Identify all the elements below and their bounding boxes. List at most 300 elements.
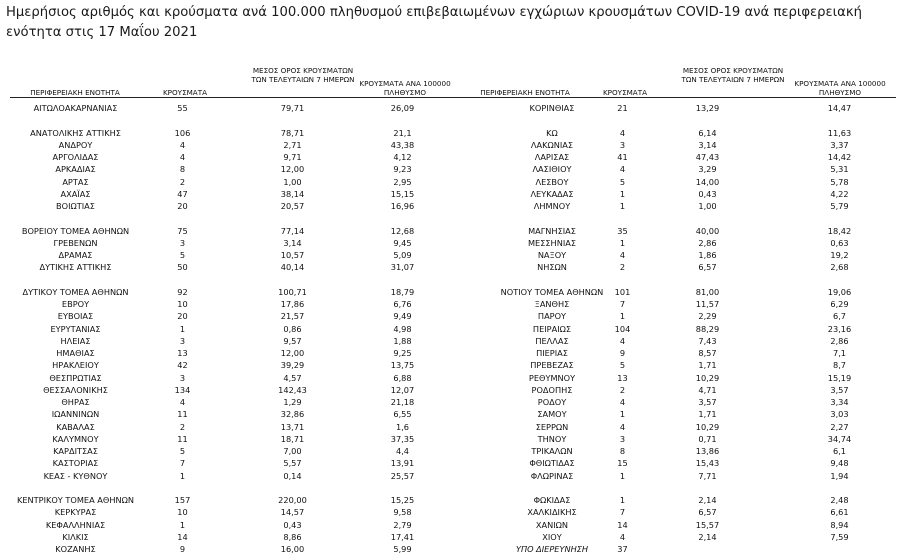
left-region-cell: ΘΕΣΠΡΩΤΙΑΣ xyxy=(49,372,102,383)
left-avg7-cell: 7,00 xyxy=(283,446,302,456)
table-row xyxy=(0,212,900,224)
left-per100k-cell: 4,4 xyxy=(395,446,410,456)
left-region-cell: ΑΙΤΩΛΟΑΚΑΡΝΑΝΙΑΣ xyxy=(33,103,118,113)
right-avg7-cell: 40,00 xyxy=(695,225,720,236)
left-region-cell: ΓΡΕΒΕΝΩΝ xyxy=(53,237,98,248)
right-cases-cell: 35 xyxy=(617,225,628,236)
table-row xyxy=(0,139,900,151)
right-region-cell: ΝΟΤΙΟΥ ΤΟΜΕΑ ΑΘΗΝΩΝ xyxy=(500,286,604,297)
left-cases-cell: 1 xyxy=(179,470,186,481)
right-per100k-cell: 5,79 xyxy=(830,201,849,211)
left-region-cell: ΔΥΤΙΚΗΣ ΑΤΤΙΚΗΣ xyxy=(39,262,112,273)
header-avg7-left: ΜΕΣΟΣ ΟΡΟΣ ΚΡΟΥΣΜΑΤΩΝ ΤΩΝ ΤΕΛΕΥΤΑΙΩΝ 7 ΗΜΕΡΩΝ xyxy=(251,66,355,84)
right-avg7-cell: 8,57 xyxy=(698,348,717,358)
header-region-right: ΠΕΡΙΦΕΡΕΙΑΚΗ ΕΝΟΤΗΤΑ xyxy=(480,88,570,97)
left-per100k-cell: 9,58 xyxy=(393,507,412,518)
left-per100k-cell: 31,07 xyxy=(390,262,415,273)
left-cases-cell: 1 xyxy=(179,519,186,530)
table-row xyxy=(0,433,900,445)
right-avg7-cell: 2,86 xyxy=(698,237,717,248)
left-avg7-cell: 220,00 xyxy=(278,495,307,505)
left-avg7-cell: 12,00 xyxy=(280,164,305,175)
left-avg7-cell: 0,43 xyxy=(283,519,302,530)
right-region-cell: ΧΙΟΥ xyxy=(542,531,562,542)
left-avg7-cell: 12,00 xyxy=(280,348,305,358)
right-cases-cell: 4 xyxy=(619,127,626,138)
right-region-cell: ΦΘΙΩΤΙΔΑΣ xyxy=(529,458,575,469)
right-per100k-cell: 2,48 xyxy=(830,495,849,505)
right-avg7-cell: 2,29 xyxy=(698,311,717,322)
left-cases-cell: 134 xyxy=(174,384,191,395)
right-region-cell: ΣΑΜΟΥ xyxy=(537,409,567,420)
left-per100k-cell: 21,1 xyxy=(393,127,412,138)
left-cases-cell: 157 xyxy=(174,495,191,505)
table-row xyxy=(0,408,900,420)
left-per100k-cell: 4,12 xyxy=(393,152,412,162)
right-per100k-cell: 7,1 xyxy=(832,348,847,358)
left-cases-cell: 47 xyxy=(177,188,188,199)
table-row xyxy=(0,359,900,371)
left-region-cell: ΚΕΡΚΥΡΑΣ xyxy=(54,507,97,518)
table-row xyxy=(0,176,900,188)
left-avg7-cell: 9,71 xyxy=(283,152,302,162)
left-per100k-cell: 9,45 xyxy=(393,237,412,248)
left-cases-cell: 3 xyxy=(179,335,186,346)
left-per100k-cell: 43,38 xyxy=(390,139,415,150)
right-region-cell: ΛΗΜΝΟΥ xyxy=(533,201,571,211)
table-row xyxy=(0,347,900,359)
left-region-cell: ΑΧΑΪΑΣ xyxy=(60,188,91,199)
left-cases-cell: 4 xyxy=(179,397,186,407)
right-region-cell: ΠΕΙΡΑΙΩΣ xyxy=(532,323,572,334)
right-region-cell: ΛΑΣΙΘΙΟΥ xyxy=(532,164,572,175)
right-per100k-cell: 11,63 xyxy=(827,127,852,138)
left-region-cell: ΚΟΖΑΝΗΣ xyxy=(55,544,96,554)
left-cases-cell: 20 xyxy=(177,311,188,322)
left-cases-cell: 4 xyxy=(179,152,186,162)
right-region-cell: ΝΗΣΩΝ xyxy=(537,262,567,273)
right-cases-cell: 8 xyxy=(619,446,626,456)
left-per100k-cell: 13,91 xyxy=(390,458,415,469)
right-cases-cell: 4 xyxy=(619,397,626,407)
left-cases-cell: 2 xyxy=(179,421,186,432)
right-cases-cell: 4 xyxy=(619,164,626,175)
left-per100k-cell: 12,07 xyxy=(390,384,415,395)
left-cases-cell: 50 xyxy=(177,262,188,273)
right-per100k-cell: 6,29 xyxy=(830,299,849,309)
right-per100k-cell: 3,37 xyxy=(830,139,849,150)
left-per100k-cell: 2,79 xyxy=(393,519,412,530)
left-cases-cell: 7 xyxy=(179,458,186,469)
table-row xyxy=(0,114,900,126)
left-per100k-cell: 21,18 xyxy=(390,397,415,407)
right-region-cell: ΞΑΝΘΗΣ xyxy=(534,299,570,309)
table-row xyxy=(0,470,900,482)
right-per100k-cell: 4,22 xyxy=(830,188,849,199)
left-region-cell: ΚΑΒΑΛΑΣ xyxy=(56,421,95,432)
right-region-cell: ΠΑΡΟΥ xyxy=(537,311,567,322)
right-cases-cell: 7 xyxy=(619,299,626,309)
header-avg7-right: ΜΕΣΟΣ ΟΡΟΣ ΚΡΟΥΣΜΑΤΩΝ ΤΩΝ ΤΕΛΕΥΤΑΙΩΝ 7 ΗΜΕΡΩΝ xyxy=(681,66,785,84)
left-cases-cell: 4 xyxy=(179,139,186,150)
left-cases-cell: 10 xyxy=(177,507,188,518)
right-avg7-cell: 1,71 xyxy=(698,360,717,371)
right-cases-cell: 9 xyxy=(619,348,626,358)
table-row xyxy=(0,531,900,543)
left-cases-cell: 10 xyxy=(177,299,188,309)
table-row xyxy=(0,200,900,212)
left-per100k-cell: 18,79 xyxy=(390,286,415,297)
left-per100k-cell: 15,15 xyxy=(390,188,415,199)
right-cases-cell: 13 xyxy=(617,372,628,383)
left-per100k-cell: 2,95 xyxy=(393,176,412,187)
right-region-cell: ΤΡΙΚΑΛΩΝ xyxy=(531,446,573,456)
right-region-cell: ΛΑΡΙΣΑΣ xyxy=(534,152,570,162)
left-region-cell: ΚΙΛΚΙΣ xyxy=(62,531,89,542)
left-avg7-cell: 10,57 xyxy=(280,250,305,260)
left-avg7-cell: 77,14 xyxy=(280,225,305,236)
right-per100k-cell: 19,2 xyxy=(830,250,849,260)
table-row xyxy=(0,323,900,335)
right-avg7-cell: 4,71 xyxy=(698,384,717,395)
left-region-cell: ΕΥΡΥΤΑΝΙΑΣ xyxy=(50,323,101,334)
table-row xyxy=(0,384,900,396)
left-per100k-cell: 4,98 xyxy=(393,323,412,334)
right-avg7-cell: 15,43 xyxy=(695,458,720,469)
right-cases-cell: 5 xyxy=(619,176,626,187)
header-per100k-left: ΚΡΟΥΣΜΑΤΑ ΑΝΑ 100000 ΠΛΗΘΥΣΜΟ xyxy=(359,79,451,97)
left-region-cell: ΑΡΚΑΔΙΑΣ xyxy=(55,164,96,175)
right-avg7-cell: 2,14 xyxy=(698,495,717,505)
left-avg7-cell: 40,14 xyxy=(280,262,305,273)
right-region-cell: ΛΕΣΒΟΥ xyxy=(535,176,569,187)
table-row xyxy=(0,310,900,322)
right-avg7-cell: 14,00 xyxy=(695,176,720,187)
left-avg7-cell: 79,71 xyxy=(280,103,305,113)
right-avg7-cell: 3,57 xyxy=(698,397,717,407)
right-region-cell: ΜΑΓΝΗΣΙΑΣ xyxy=(528,225,576,236)
right-cases-cell: 1 xyxy=(619,237,626,248)
right-region-cell: ΣΕΡΡΩΝ xyxy=(535,421,569,432)
right-avg7-cell: 11,57 xyxy=(695,299,720,309)
left-cases-cell: 5 xyxy=(179,446,186,456)
right-avg7-cell: 1,86 xyxy=(698,250,717,260)
left-cases-cell: 3 xyxy=(179,237,186,248)
right-cases-cell: 7 xyxy=(619,507,626,518)
left-cases-cell: 1 xyxy=(179,323,186,334)
right-region-cell: ΦΩΚΙΔΑΣ xyxy=(533,495,571,505)
right-per100k-cell: 15,19 xyxy=(827,372,852,383)
header-per100k-right: ΚΡΟΥΣΜΑΤΑ ΑΝΑ 100000 ΠΛΗΘΥΣΜΟ xyxy=(794,79,886,97)
right-region-cell: ΚΩ xyxy=(546,127,558,138)
right-region-cell: ΡΕΘΥΜΝΟΥ xyxy=(528,372,576,383)
right-cases-cell: 21 xyxy=(617,103,628,113)
right-region-cell: ΛΕΥΚΑΔΑΣ xyxy=(530,188,574,199)
right-avg7-cell: 6,14 xyxy=(698,127,717,138)
right-per100k-cell: 6,61 xyxy=(830,507,849,518)
left-avg7-cell: 8,86 xyxy=(283,531,302,542)
right-per100k-cell: 5,31 xyxy=(830,164,849,175)
right-per100k-cell: 7,59 xyxy=(830,531,849,542)
left-avg7-cell: 13,71 xyxy=(280,421,305,432)
left-region-cell: ΘΗΡΑΣ xyxy=(61,397,90,407)
left-per100k-cell: 5,09 xyxy=(393,250,412,260)
left-cases-cell: 75 xyxy=(177,225,188,236)
header-region-left: ΠΕΡΙΦΕΡΕΙΑΚΗ ΕΝΟΤΗΤΑ xyxy=(30,88,120,97)
right-region-cell: ΜΕΣΣΗΝΙΑΣ xyxy=(527,237,577,248)
left-cases-cell: 92 xyxy=(177,286,188,297)
left-avg7-cell: 2,71 xyxy=(283,139,302,150)
left-avg7-cell: 1,00 xyxy=(283,176,302,187)
right-avg7-cell: 88,29 xyxy=(695,323,720,334)
right-avg7-cell: 10,29 xyxy=(695,372,720,383)
right-region-cell: ΡΟΔΟΠΗΣ xyxy=(531,384,573,395)
left-per100k-cell: 1,88 xyxy=(393,335,412,346)
right-cases-cell: 14 xyxy=(617,519,628,530)
right-per100k-cell: 14,42 xyxy=(827,152,852,162)
right-per100k-cell: 9,48 xyxy=(830,458,849,469)
left-region-cell: ΑΡΤΑΣ xyxy=(62,176,89,187)
right-avg7-cell: 10,29 xyxy=(695,421,720,432)
right-per100k-cell: 6,7 xyxy=(832,311,847,322)
left-cases-cell: 20 xyxy=(177,201,188,211)
right-region-cell: ΡΟΔΟΥ xyxy=(537,397,567,407)
right-region-cell: ΥΠΟ ΔΙΕΡΕΥΝΗΣΗ xyxy=(515,544,589,554)
right-avg7-cell: 81,00 xyxy=(695,286,720,297)
left-region-cell: ΚΕΝΤΡΙΚΟΥ ΤΟΜΕΑ ΑΘΗΝΩΝ xyxy=(16,495,135,505)
right-avg7-cell: 13,29 xyxy=(695,103,720,113)
left-per100k-cell: 17,41 xyxy=(390,531,415,542)
right-per100k-cell: 2,27 xyxy=(830,421,849,432)
left-per100k-cell: 16,96 xyxy=(390,201,415,211)
left-per100k-cell: 9,25 xyxy=(393,348,412,358)
right-region-cell: ΠΕΛΛΑΣ xyxy=(535,335,569,346)
left-avg7-cell: 0,86 xyxy=(283,323,302,334)
left-region-cell: ΚΕΦΑΛΛΗΝΙΑΣ xyxy=(45,519,106,530)
right-avg7-cell: 3,14 xyxy=(698,139,717,150)
left-region-cell: ΙΩΑΝΝΙΝΩΝ xyxy=(51,409,100,420)
left-cases-cell: 8 xyxy=(179,164,186,175)
right-per100k-cell: 19,06 xyxy=(827,286,852,297)
right-avg7-cell: 1,71 xyxy=(698,409,717,420)
right-cases-cell: 1 xyxy=(619,470,626,481)
left-per100k-cell: 25,57 xyxy=(390,470,415,481)
left-avg7-cell: 39,29 xyxy=(280,360,305,371)
left-cases-cell: 2 xyxy=(179,176,186,187)
table-row xyxy=(0,286,900,298)
left-cases-cell: 13 xyxy=(177,348,188,358)
header-rule-left xyxy=(10,97,462,98)
right-region-cell: ΚΟΡΙΝΘΙΑΣ xyxy=(529,103,575,113)
left-avg7-cell: 17,86 xyxy=(280,299,305,309)
right-per100k-cell: 5,78 xyxy=(830,176,849,187)
left-avg7-cell: 9,57 xyxy=(283,335,302,346)
right-cases-cell: 15 xyxy=(617,458,628,469)
right-cases-cell: 4 xyxy=(619,531,626,542)
left-avg7-cell: 32,86 xyxy=(280,409,305,420)
data-table xyxy=(0,102,900,555)
left-avg7-cell: 100,71 xyxy=(278,286,307,297)
right-cases-cell: 3 xyxy=(619,139,626,150)
left-avg7-cell: 14,57 xyxy=(280,507,305,518)
left-cases-cell: 9 xyxy=(179,544,186,554)
left-per100k-cell: 9,23 xyxy=(393,164,412,175)
left-region-cell: ΑΡΓΟΛΙΔΑΣ xyxy=(52,152,99,162)
right-avg7-cell: 15,57 xyxy=(695,519,720,530)
right-cases-cell: 4 xyxy=(619,335,626,346)
table-row xyxy=(0,249,900,261)
right-per100k-cell: 6,1 xyxy=(832,446,847,456)
right-cases-cell: 41 xyxy=(617,152,628,162)
left-region-cell: ΑΝΔΡΟΥ xyxy=(58,139,93,150)
left-per100k-cell: 6,88 xyxy=(393,372,412,383)
right-avg7-cell: 13,86 xyxy=(695,446,720,456)
left-per100k-cell: 9,49 xyxy=(393,311,412,322)
left-region-cell: ΗΡΑΚΛΕΙΟΥ xyxy=(52,360,99,371)
right-region-cell: ΦΛΩΡΙΝΑΣ xyxy=(530,470,574,481)
header-cases-left: ΚΡΟΥΣΜΑΤΑ xyxy=(162,88,208,97)
right-region-cell: ΧΑΝΙΩΝ xyxy=(535,519,569,530)
left-cases-cell: 3 xyxy=(179,372,186,383)
table-row xyxy=(0,445,900,457)
table-row xyxy=(0,335,900,347)
left-avg7-cell: 4,57 xyxy=(283,372,302,383)
table-row xyxy=(0,457,900,469)
right-avg7-cell: 1,00 xyxy=(698,201,717,211)
right-region-cell: ΝΑΞΟΥ xyxy=(537,250,567,260)
left-region-cell: ΑΝΑΤΟΛΙΚΗΣ ΑΤΤΙΚΗΣ xyxy=(30,127,121,138)
table-row xyxy=(0,237,900,249)
right-cases-cell: 3 xyxy=(619,433,626,444)
table-row xyxy=(0,274,900,286)
left-region-cell: ΔΥΤΙΚΟΥ ΤΟΜΕΑ ΑΘΗΝΩΝ xyxy=(22,286,129,297)
right-cases-cell: 2 xyxy=(619,262,626,273)
right-per100k-cell: 23,16 xyxy=(827,323,852,334)
right-per100k-cell: 2,68 xyxy=(830,262,849,273)
left-per100k-cell: 6,76 xyxy=(393,299,412,309)
left-avg7-cell: 3,14 xyxy=(283,237,302,248)
left-region-cell: ΕΥΒΟΙΑΣ xyxy=(57,311,94,322)
right-cases-cell: 1 xyxy=(619,495,626,505)
left-per100k-cell: 1,6 xyxy=(395,421,410,432)
right-cases-cell: 1 xyxy=(619,188,626,199)
left-cases-cell: 11 xyxy=(177,433,188,444)
left-avg7-cell: 18,71 xyxy=(280,433,305,444)
left-avg7-cell: 1,29 xyxy=(283,397,302,407)
right-cases-cell: 1 xyxy=(619,311,626,322)
right-avg7-cell: 3,29 xyxy=(698,164,717,175)
left-region-cell: ΚΑΡΔΙΤΣΑΣ xyxy=(53,446,98,456)
right-avg7-cell: 0,43 xyxy=(698,188,717,199)
header-cases-right: ΚΡΟΥΣΜΑΤΑ xyxy=(602,88,648,97)
left-per100k-cell: 5,99 xyxy=(393,544,412,554)
table-row xyxy=(0,151,900,163)
left-per100k-cell: 15,25 xyxy=(390,495,415,505)
table-row xyxy=(0,225,900,237)
left-region-cell: ΕΒΡΟΥ xyxy=(61,299,90,309)
left-avg7-cell: 20,57 xyxy=(280,201,305,211)
left-avg7-cell: 78,71 xyxy=(280,127,305,138)
right-cases-cell: 37 xyxy=(617,544,628,554)
right-per100k-cell: 8,94 xyxy=(830,519,849,530)
right-region-cell: ΧΑΛΚΙΔΙΚΗΣ xyxy=(527,507,577,518)
right-per100k-cell: 18,42 xyxy=(827,225,852,236)
left-avg7-cell: 0,14 xyxy=(283,470,302,481)
right-cases-cell: 104 xyxy=(614,323,631,334)
left-per100k-cell: 26,09 xyxy=(390,103,415,113)
table-row xyxy=(0,519,900,531)
right-avg7-cell: 6,57 xyxy=(698,262,717,273)
left-region-cell: ΒΟΡΕΙΟΥ ΤΟΜΕΑ ΑΘΗΝΩΝ xyxy=(21,225,130,236)
right-avg7-cell: 2,14 xyxy=(698,531,717,542)
right-per100k-cell: 2,86 xyxy=(830,335,849,346)
table-row xyxy=(0,494,900,506)
left-avg7-cell: 21,57 xyxy=(280,311,305,322)
left-cases-cell: 11 xyxy=(177,409,188,420)
right-cases-cell: 4 xyxy=(619,421,626,432)
right-avg7-cell: 47,43 xyxy=(695,152,720,162)
table-row xyxy=(0,163,900,175)
right-per100k-cell: 0,63 xyxy=(830,237,849,248)
left-per100k-cell: 13,75 xyxy=(390,360,415,371)
table-row xyxy=(0,127,900,139)
left-region-cell: ΘΕΣΣΑΛΟΝΙΚΗΣ xyxy=(43,384,108,395)
right-cases-cell: 5 xyxy=(619,360,626,371)
right-avg7-cell: 6,57 xyxy=(698,507,717,518)
right-per100k-cell: 1,94 xyxy=(830,470,849,481)
right-per100k-cell: 8,7 xyxy=(832,360,847,371)
right-cases-cell: 101 xyxy=(614,286,631,297)
table-row xyxy=(0,421,900,433)
left-region-cell: ΔΡΑΜΑΣ xyxy=(58,250,93,260)
right-region-cell: ΠΙΕΡΙΑΣ xyxy=(536,348,568,358)
left-region-cell: ΚΑΣΤΟΡΙΑΣ xyxy=(52,458,99,469)
right-region-cell: ΤΗΝΟΥ xyxy=(537,433,567,444)
header-rule-right xyxy=(460,97,896,98)
right-avg7-cell: 7,71 xyxy=(698,470,717,481)
right-cases-cell: 1 xyxy=(619,201,626,211)
table-row xyxy=(0,543,900,555)
table-row xyxy=(0,261,900,273)
table-row xyxy=(0,396,900,408)
table-row xyxy=(0,482,900,494)
left-region-cell: ΚΑΛΥΜΝΟΥ xyxy=(52,433,99,444)
left-per100k-cell: 12,68 xyxy=(390,225,415,236)
table-row xyxy=(0,298,900,310)
page-title: Ημερήσιος αριθμός και κρούσματα ανά 100.000 πληθυσμού επιβεβαιωμένων εγχώριων κρουσμάτων COVID-19 ανά περιφερειακή ενότητα στις 17 Μαΐου 2021 xyxy=(6,5,862,40)
left-avg7-cell: 142,43 xyxy=(278,384,307,395)
table-row xyxy=(0,372,900,384)
right-cases-cell: 2 xyxy=(619,384,626,395)
left-region-cell: ΗΜΑΘΙΑΣ xyxy=(56,348,95,358)
left-per100k-cell: 37,35 xyxy=(390,433,415,444)
right-region-cell: ΠΡΕΒΕΖΑΣ xyxy=(530,360,574,371)
right-per100k-cell: 34,74 xyxy=(827,433,852,444)
right-avg7-cell: 7,43 xyxy=(698,335,717,346)
table-row xyxy=(0,188,900,200)
left-per100k-cell: 6,55 xyxy=(393,409,412,420)
left-avg7-cell: 5,57 xyxy=(283,458,302,469)
right-avg7-cell: 0,71 xyxy=(698,433,717,444)
left-avg7-cell: 38,14 xyxy=(280,188,305,199)
right-per100k-cell: 3,03 xyxy=(830,409,849,420)
right-cases-cell: 4 xyxy=(619,250,626,260)
right-per100k-cell: 3,57 xyxy=(830,384,849,395)
right-cases-cell: 1 xyxy=(619,409,626,420)
left-cases-cell: 106 xyxy=(174,127,191,138)
table-row xyxy=(0,102,900,114)
left-region-cell: ΚΕΑΣ - ΚΥΘΝΟΥ xyxy=(43,470,108,481)
